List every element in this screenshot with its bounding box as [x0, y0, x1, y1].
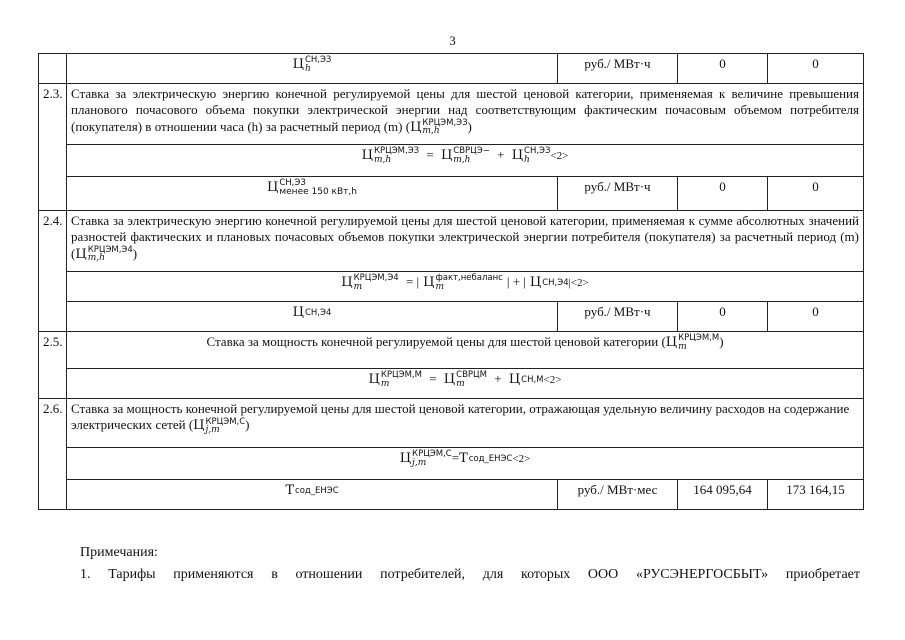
- formula: Ц КРЦЭМ,ЭЗ m,h = Ц СВРЦЭ− m,h + Ц СН,ЭЗ h <2>: [67, 145, 864, 177]
- table-row: [39, 369, 864, 399]
- value-cell: 0: [768, 177, 864, 211]
- tariff-symbol: Ц СН,ЭЗ h: [67, 54, 558, 84]
- unit-cell: руб./ МВт·мес: [558, 480, 678, 510]
- value-cell: 173 164,15: [768, 480, 864, 510]
- unit-cell: руб./ МВт·ч: [558, 177, 678, 211]
- table-row: [39, 480, 864, 510]
- row-description: Ставка за электрическую энергию конечной регулируемой цены для шестой ценовой категории, применяемая к величине превышения планового почасового объема покупки электрической энергии над соответствующим фактическим почасовым объемом потребителя (покупателя) в отношении часа (h) за расчетный период (m) (Ц КРЦЭМ,ЭЗ m,h ): [67, 84, 864, 145]
- formula: Ц КРЦЭМ,М m = Ц СВРЦМ m + Ц СН,М <2>: [67, 369, 864, 399]
- table-row: [39, 332, 864, 369]
- tariff-symbol: Ц СН,ЭЗ менее 150 кВт,h: [67, 177, 558, 211]
- unit-cell: руб./ МВт·ч: [558, 54, 678, 84]
- table-row: [39, 211, 864, 272]
- value-cell: 0: [768, 54, 864, 84]
- row-number-cell: [39, 54, 67, 84]
- row-description: Ставка за электрическую энергию конечной регулируемой цены для шестой ценовой категории, применяемая к сумме абсолютных значений разностей фактических и плановых почасовых объемов покупки электрической энергии потребителя (покупателя) за расчетный период (m) (Ц КРЦЭМ,Э4 m,h ): [67, 211, 864, 272]
- row-description: Ставка за мощность конечной регулируемой цены для шестой ценовой категории, отражающая удельную величину расходов на содержание электрических сетей (Ц КРЦЭМ,С j,m ): [67, 399, 864, 448]
- notes-section: [80, 545, 860, 589]
- value-cell: 164 095,64: [678, 480, 768, 510]
- row-number: 2.5.: [39, 332, 67, 399]
- table-row: [39, 54, 864, 84]
- value-cell: 0: [768, 302, 864, 332]
- row-description: Ставка за мощность конечной регулируемой цены для шестой ценовой категории (Ц КРЦЭМ,М m ): [67, 332, 864, 369]
- row-number: 2.4.: [39, 211, 67, 332]
- table-row: [39, 302, 864, 332]
- row-number: 2.6.: [39, 399, 67, 510]
- table-row: [39, 399, 864, 448]
- tariff-symbol: Ц СН,Э4: [67, 302, 558, 332]
- table-row: [39, 145, 864, 177]
- table-row: [39, 84, 864, 145]
- notes-title: Примечания:: [80, 545, 158, 560]
- tariff-symbol: Т сод_ЕНЭС: [67, 480, 558, 510]
- row-number: 2.3.: [39, 84, 67, 211]
- value-cell: 0: [678, 302, 768, 332]
- unit-cell: руб./ МВт·ч: [558, 302, 678, 332]
- table-row: [39, 448, 864, 480]
- table-row: [39, 177, 864, 211]
- formula: Ц КРЦЭМ,С j,m =Т сод_ЕНЭС <2>: [67, 448, 864, 480]
- value-cell: 0: [678, 177, 768, 211]
- tariff-table: [38, 53, 864, 510]
- note-item: 1. Тарифы применяются в отношении потребителей, для которых ООО «РУСЭНЕРГОСБЫТ» приобретает: [80, 567, 860, 582]
- table-row: [39, 272, 864, 302]
- formula: Ц КРЦЭМ,Э4 m = | Ц факт,небаланс m | + | Ц СН,Э4 |<2>: [67, 272, 864, 302]
- page-number: 3: [449, 33, 456, 48]
- value-cell: 0: [678, 54, 768, 84]
